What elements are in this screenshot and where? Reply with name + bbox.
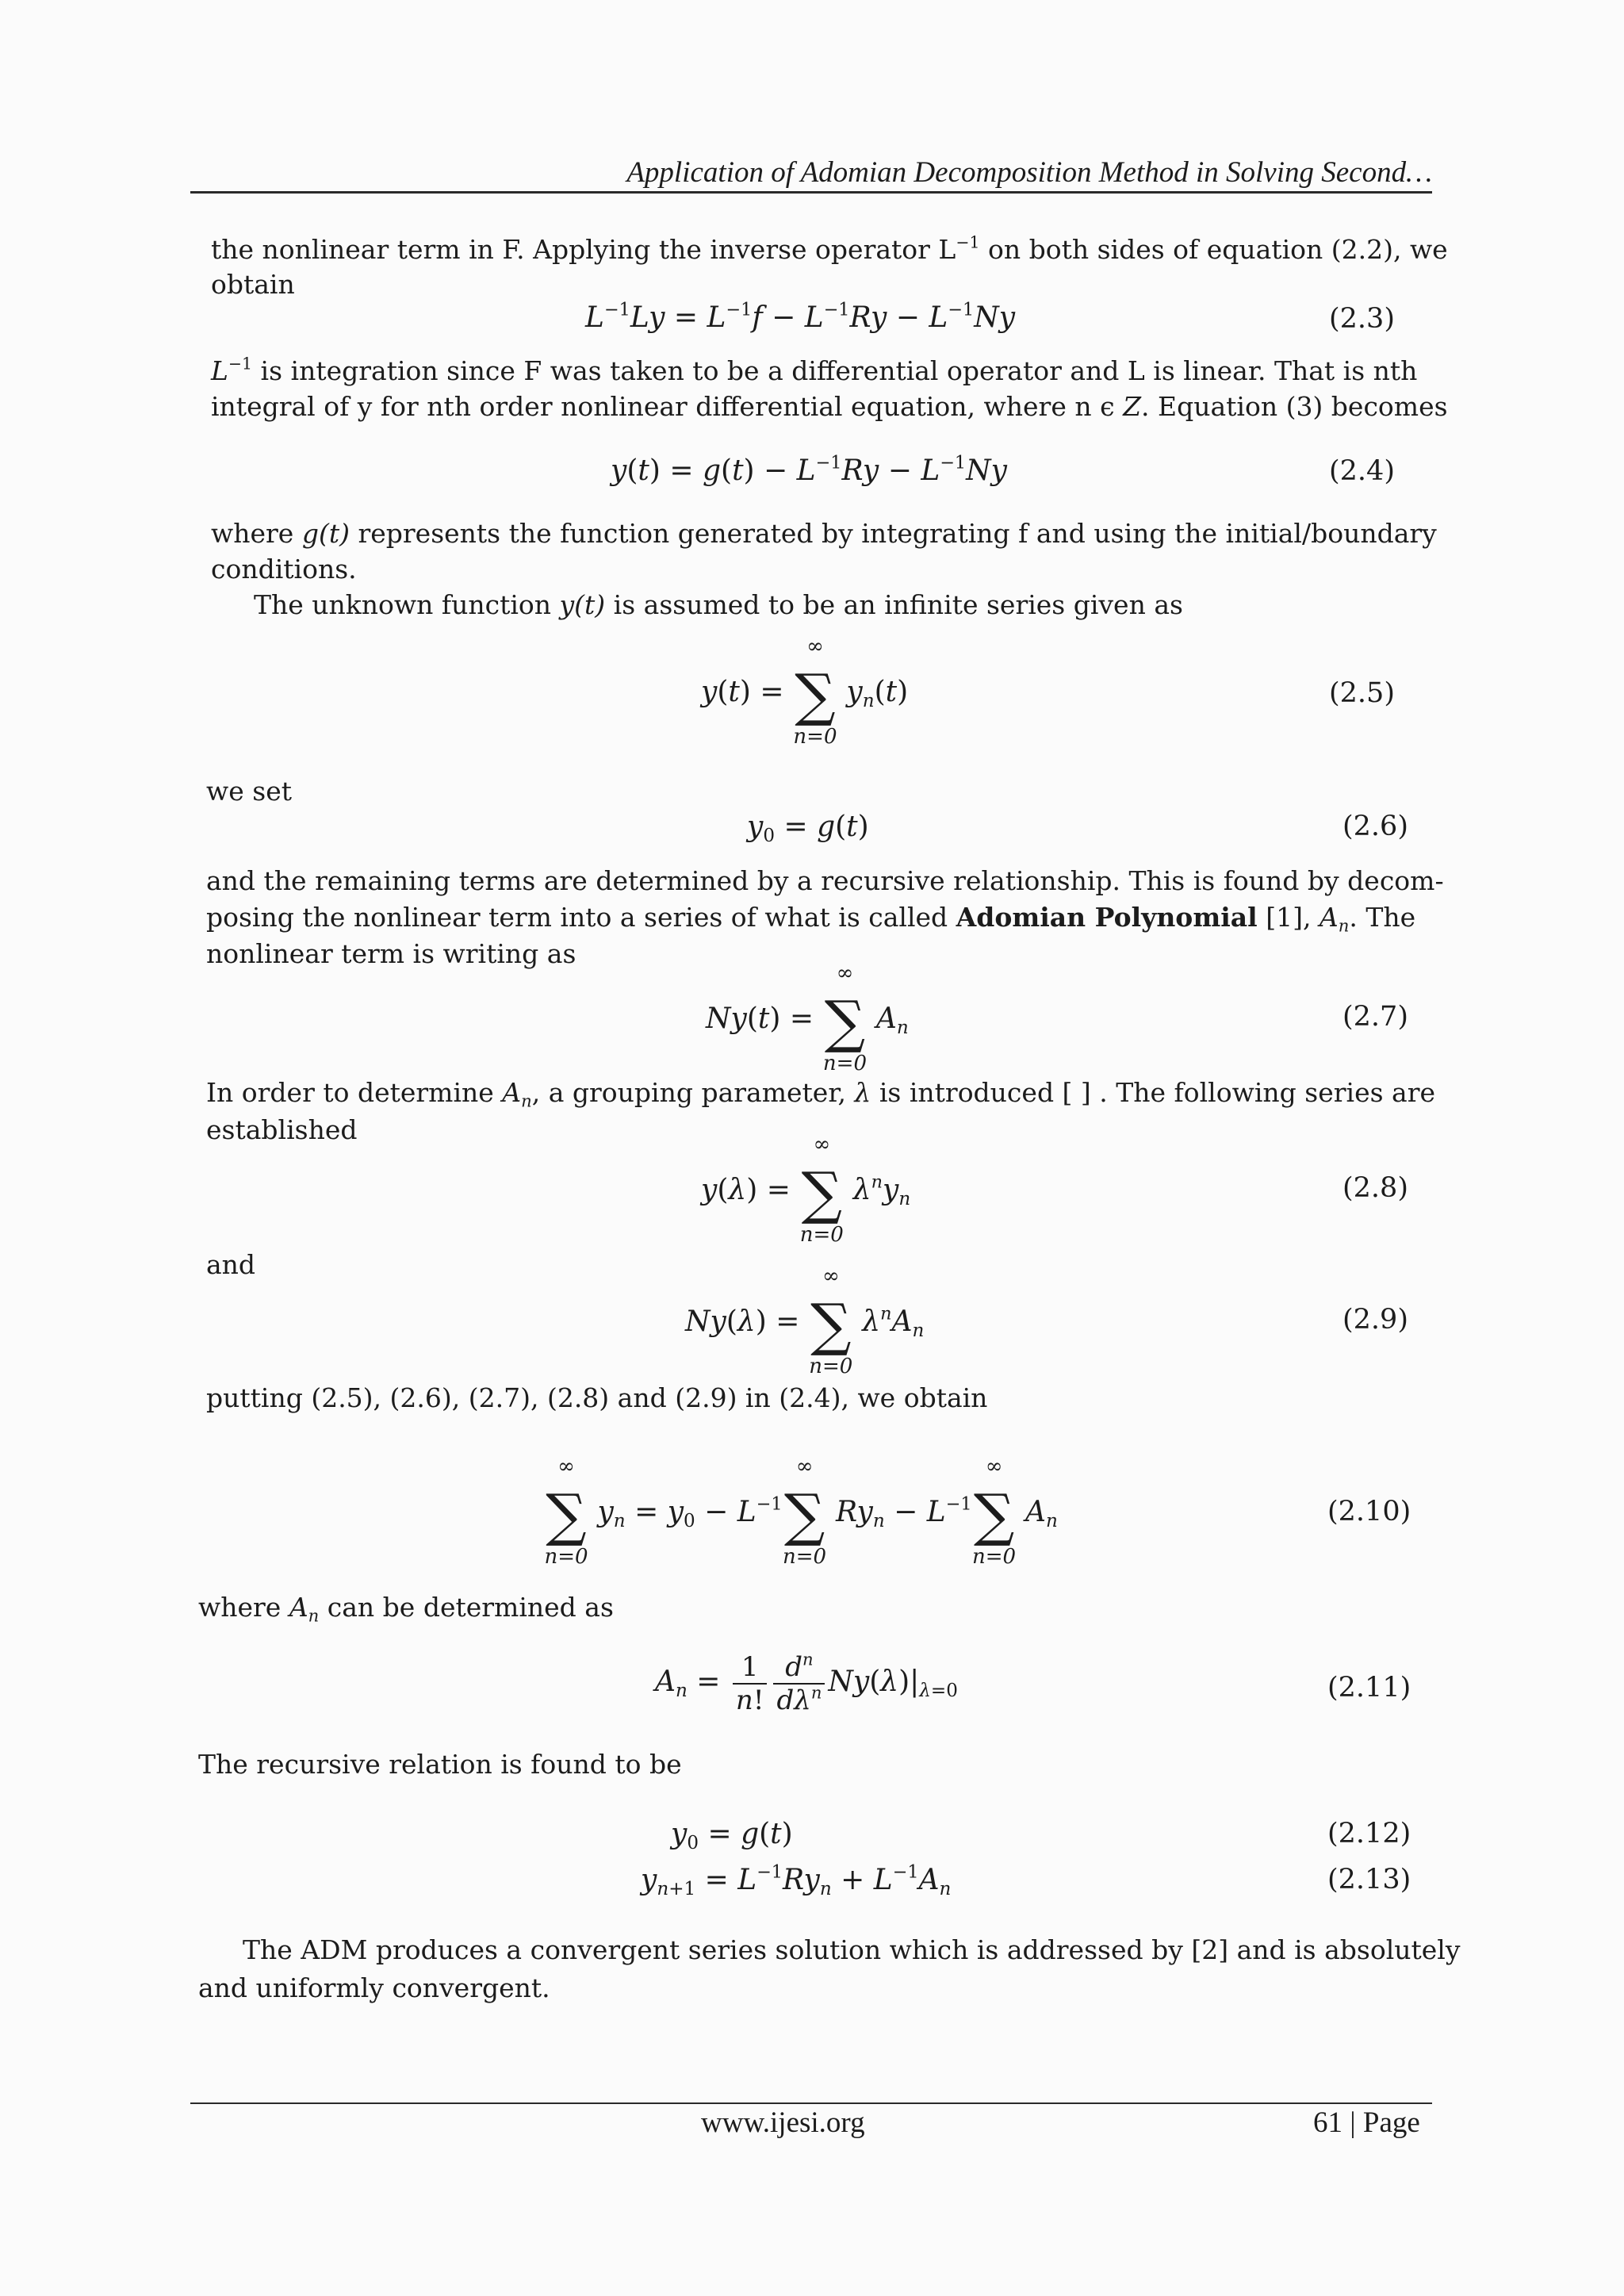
paragraph-line: putting (2.5), (2.6), (2.7), (2.8) and (2.9) in (2.4), we obtain [206,1382,988,1413]
paragraph-line: obtain [211,269,295,300]
equation-number: (2.13) [1327,1864,1411,1895]
equation-number: (2.4) [1329,455,1395,487]
text-run: where [211,518,302,549]
text-run: posing the nonlinear term into a series of what is called [206,902,956,933]
equation-number: (2.3) [1329,303,1395,335]
paragraph-line: nonlinear term is writing as [206,938,576,969]
text-run: The unknown function [254,589,560,620]
paragraph-line: and [206,1249,256,1280]
bold-term: Adomian Polynomial [956,902,1258,933]
summation: ∞ ∑ n=0 [783,1455,827,1569]
text-run: . Equation (3) becomes [1141,391,1448,422]
text-run: . The [1349,902,1416,933]
paragraph-line: and the remaining terms are determined by a recursive relationship. This is found by decom- [206,865,1444,896]
paragraph-line: The ADM produces a convergent series solution which is addressed by [2] and is absolutely [243,1934,1461,1965]
text-run: can be determined as [319,1592,614,1623]
footer-rule [190,2102,1432,2104]
page-number: 61 | Page [1313,2106,1420,2139]
fraction: $\frac{d^n}{d\lambda^n}$ [773,1651,825,1716]
equation-number: (2.10) [1327,1496,1411,1527]
paragraph-line: conditions. [211,554,357,585]
paragraph-line: posing the nonlinear term into a series of what is called Adomian Polynomial [1], $A_n$. The [206,902,1416,936]
equation-number: (2.5) [1329,677,1395,709]
text-run: y(t) [559,589,606,620]
text-run: represents the function generated by integrating f and using the initial/boundary [349,518,1437,549]
text-run: λ [854,1077,871,1108]
text-run: is assumed to be an infinite series given as [605,589,1183,620]
text-run: is introduced [ ] . The following series are [871,1077,1436,1108]
text-run: the nonlinear term in F. Applying the inverse operator L [211,234,956,265]
header-rule [190,191,1432,194]
summation: ∞ ∑ n=0 [809,1264,853,1378]
equation-2-8: y(λ) = ∞ ∑ n=0 $\lambda^ny_n$ [701,1133,910,1251]
text-run: , a grouping parameter, [531,1077,855,1108]
summation: ∞ ∑ n=0 [793,634,837,749]
summation: ∞ ∑ n=0 [972,1455,1017,1569]
fraction: $\frac{1}{n!}$ [733,1651,768,1716]
equation-2-6: $y_0 = g(t)$ [747,811,869,846]
text-run: [1], [1257,902,1320,933]
paragraph-line [211,389,1448,424]
equation-2-10: ∞ ∑ n=0 $y_n = y_0 - L^{-1}$ ∞ ∑ n=0 $Ry_n - L^{-1}$ ∞ ∑ n=0 $A_n$ [544,1455,1058,1573]
summation: ∞ ∑ n=0 [799,1133,844,1247]
equation-number: (2.6) [1342,811,1408,842]
paragraph-line [211,516,1437,551]
paragraph-line [211,353,1417,389]
footer-website[interactable]: www.ijesi.org [701,2106,865,2139]
equation-number: (2.7) [1342,1001,1408,1033]
text-run: In order to determine [206,1077,503,1108]
text-run: on both sides of equation (2.2), we [979,234,1448,265]
paragraph-line: established [206,1114,358,1145]
paragraph-line [211,232,1448,267]
paragraph-line: In order to determine $A_n$, a grouping parameter, λ is introduced [ ] . The following series are [206,1077,1436,1111]
summation: ∞ ∑ n=0 [544,1455,588,1569]
equation-2-11: $A_n$ = $\frac{1}{n!}$ $\frac{d^n}{d\lambda^n}$ $Ny(\lambda)|_{\lambda=0}$ [655,1649,958,1716]
text-run: integral of y for nth order nonlinear differential equation, where n ϵ [211,391,1124,422]
equation-number: (2.8) [1342,1172,1408,1204]
paragraph-line [254,587,1183,623]
text-run: where [198,1592,289,1623]
superscript: −1 [956,232,980,252]
paragraph-line: The recursive relation is found to be [198,1749,682,1780]
text-run: Z [1123,391,1142,422]
paragraph-line: and uniformly convergent. [198,1972,550,2003]
text-run: g(t) [301,518,350,549]
running-title: Application of Adomian Decomposition Method in Solving Second… [626,156,1432,189]
summation: ∞ ∑ n=0 [822,961,867,1075]
text-run: is integration since F was taken to be a differential operator and L is linear. That is nth [252,355,1418,386]
equation-2-13: $y_{n+1} = L^{-1}Ry_n + L^{-1}A_n$ [641,1861,952,1899]
equation-2-12: $y_0 = g(t)$ [671,1818,793,1853]
equation-2-9: Ny(λ) = ∞ ∑ n=0 $\lambda^nA_n$ [685,1264,924,1383]
equation-2-7: Ny(t) = ∞ ∑ n=0 $A_n$ [706,961,909,1080]
text-run: L [211,355,228,386]
equation-number: (2.11) [1327,1672,1411,1704]
equation-number: (2.12) [1327,1818,1411,1849]
paragraph-line: where $A_n$ can be determined as [198,1592,614,1626]
equation-2-4: $y(t) = g(t) - L^{-1}Ry - L^{-1}Ny$ [611,452,1007,487]
equation-2-3: $L^{-1}Ly = L^{-1}f - L^{-1}Ry - L^{-1}Ny$ [585,299,1016,334]
superscript: −1 [228,354,253,374]
equation-2-5: y(t) = ∞ ∑ n=0 $y_n(t)$ [701,634,908,753]
equation-number: (2.9) [1342,1304,1408,1336]
paragraph-line: we set [206,776,292,807]
